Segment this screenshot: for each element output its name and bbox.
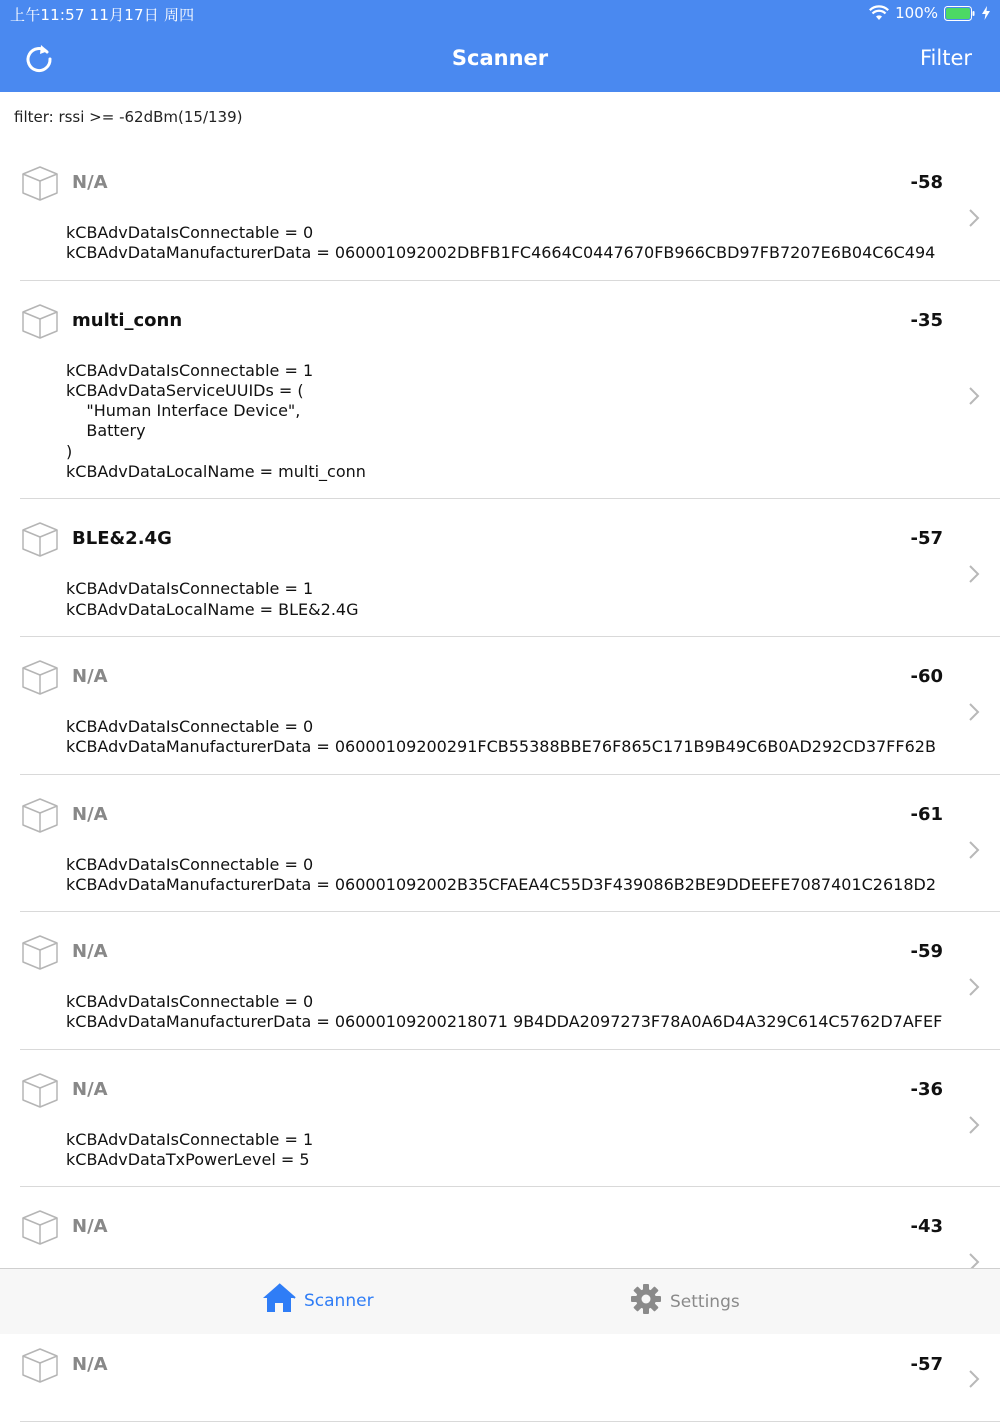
device-rssi: -35 — [910, 309, 943, 331]
charging-bolt-icon — [982, 6, 990, 20]
box-icon — [20, 163, 60, 203]
tab-scanner[interactable] — [262, 1283, 374, 1318]
device-rssi: -57 — [910, 1353, 943, 1375]
page-title: Scanner — [451, 46, 549, 70]
device-row[interactable] — [20, 637, 1000, 775]
device-rssi: -61 — [910, 803, 943, 825]
device-rssi: -58 — [910, 172, 943, 193]
advertisement-data: kCBAdvDataIsConnectable = 0 kCBAdvDataManufacturerData = 060001092002B35CFAEA4C55D3F439086B2BE9DDEEFE7087401C2618D2 — [66, 854, 937, 894]
device-name: N/A — [72, 665, 108, 687]
battery-icon — [944, 6, 976, 21]
chevron-right-icon — [968, 1369, 980, 1389]
filter-summary: filter: rssi >= -62dBm(15/139) — [14, 108, 243, 126]
advertisement-data: kCBAdvDataIsConnectable = 0 kCBAdvDataManufacturerData = 06000109200218071 9B4DDA2097273F78A0A6D4A329C614C5762D7AFEF — [66, 992, 943, 1032]
device-name: multi_conn — [72, 309, 183, 331]
box-icon — [20, 657, 60, 697]
device-rssi: -59 — [910, 941, 943, 963]
tab-bar — [0, 1268, 1000, 1334]
device-rssi: -43 — [910, 1216, 943, 1238]
device-row[interactable] — [20, 912, 1000, 1050]
device-rssi: -36 — [910, 1078, 943, 1100]
home-icon — [262, 1283, 296, 1318]
chevron-right-icon — [968, 977, 980, 997]
box-icon — [20, 1345, 60, 1385]
box-icon — [20, 1207, 60, 1247]
device-name: N/A — [72, 1078, 108, 1100]
gear-icon — [630, 1283, 662, 1320]
chevron-right-icon — [968, 208, 980, 228]
tab-settings[interactable] — [630, 1283, 740, 1320]
chevron-right-icon — [968, 702, 980, 722]
advertisement-data: kCBAdvDataIsConnectable = 0 kCBAdvDataManufacturerData = 06000109200291FCB55388BBE76F865C171B9B49C6B0AD292CD37FF62B — [66, 716, 936, 757]
advertisement-data: kCBAdvDataIsConnectable = 0 kCBAdvDataManufacturerData = 060001092002DBFB1FC4664C0447670FB966CBD97FB7207E6B04C6C494 — [66, 223, 936, 263]
nav-header — [0, 0, 1000, 92]
chevron-right-icon — [968, 564, 980, 584]
device-row[interactable] — [20, 1050, 1000, 1188]
wifi-icon — [869, 6, 889, 21]
device-name: N/A — [72, 803, 108, 825]
advertisement-data: kCBAdvDataIsConnectable = 1 kCBAdvDataServiceUUIDs = ( "Human Interface Device", Battery ) kCBAdvDataLocalName = multi_conn — [66, 360, 366, 482]
device-name: N/A — [72, 1216, 108, 1238]
device-name: N/A — [72, 172, 108, 193]
filter-button[interactable]: Filter — [919, 46, 972, 70]
device-name: BLE&2.4G — [72, 528, 172, 550]
device-row[interactable] — [20, 281, 1000, 500]
device-name: N/A — [72, 941, 108, 963]
device-rssi: -57 — [910, 528, 943, 550]
status-indicators — [869, 4, 990, 22]
device-row[interactable] — [20, 1325, 1000, 1422]
box-icon — [20, 932, 60, 972]
device-rssi: -60 — [910, 665, 943, 687]
box-icon — [20, 795, 60, 835]
box-icon — [20, 1070, 60, 1110]
device-row[interactable] — [20, 775, 1000, 913]
chevron-right-icon — [968, 1115, 980, 1135]
device-row[interactable] — [20, 143, 1000, 281]
tab-settings-label: Settings — [670, 1291, 740, 1312]
tab-scanner-label: Scanner — [304, 1290, 374, 1311]
box-icon — [20, 519, 60, 559]
advertisement-data: kCBAdvDataIsConnectable = 1 kCBAdvDataTxPowerLevel = 5 — [66, 1129, 314, 1170]
device-row[interactable] — [20, 499, 1000, 637]
device-name: N/A — [72, 1353, 108, 1375]
box-icon — [20, 301, 60, 341]
advertisement-data: kCBAdvDataIsConnectable = 1 kCBAdvDataLocalName = BLE&2.4G — [66, 579, 359, 619]
status-time: 上午11:57 11月17日 周四 — [10, 6, 195, 24]
chevron-right-icon — [968, 386, 980, 406]
battery-percent: 100% — [895, 4, 938, 22]
chevron-right-icon — [968, 840, 980, 860]
